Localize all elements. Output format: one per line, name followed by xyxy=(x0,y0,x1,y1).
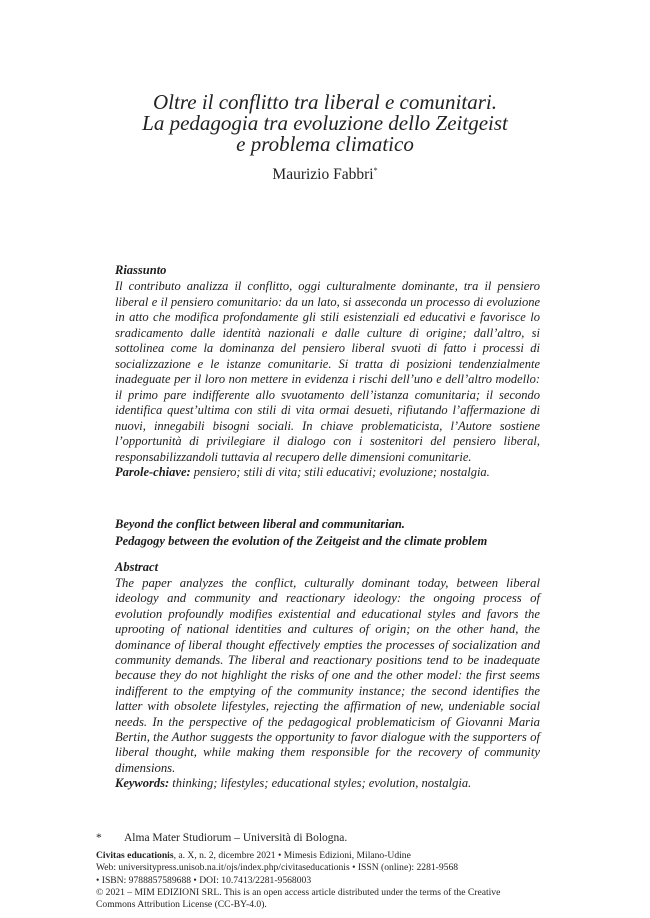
author-text: Maurizio Fabbri xyxy=(272,166,374,183)
footer-line-5: Commons Attribution License (CC-BY-4.0). xyxy=(96,899,267,911)
footer-line-4: © 2021 – MIM EDIZIONI SRL. This is an open access article distributed under the terms of the Creative xyxy=(96,886,501,898)
riassunto-text: Il contributo analizza il conflitto, oggi culturalmente dominante, tra il pensiero liberal e il pensiero comunitario: da un lato, si asseconda un processo di evoluzione in atto che modifica profondamente gli stili esistenziali ed educativi e favorisce lo sradicamento dalle identità nazionali e dalle culture di origine; dall’altro, si sottolinea come la dominanza del pensiero liberal svuoti di fatto i processi di socializzazione e le istanze comunitarie. Si tratta di posizioni tendenzialmente inadeguate per il loro non mettere in evidenza i rischi dell’uno e dell’altro modello: il primo pare indifferente allo svuotamento dell’istanza comunitaria; il secondo identifica quest’ultima con stili di vita ormai desueti, rifiutando l’affermazione di nuovi, innegabili bisogni sociali. In chiave problematicista, l’Autore sostiene l’opportunità di privilegiare il dialogo con i sostenitori del pensiero liberal, responsabilizzandoli tuttavia al recupero delle dimensioni comunitarie. xyxy=(115,279,540,464)
footer-issue-info: , a. X, n. 2, dicembre 2021 • Mimesis Edizioni, Milano-Udine xyxy=(173,850,411,861)
author-footnote-mark: * xyxy=(373,165,378,175)
riassunto-section xyxy=(115,262,540,481)
footer-line-3: • ISBN: 9788857589688 • DOI: 10.7413/2281-9568003 xyxy=(96,874,312,886)
footnote-text: Alma Mater Studiorum – Università di Bologna. xyxy=(124,832,348,844)
abstract-text: The paper analyzes the conflict, culturally dominant today, between liberal ideology and community and reactionary ideology: the ongoing process of evolution profoundly modifies existential and educational styles and favors the uprooting of national identities and cultures of origin; on the other hand, the dominance of liberal thought effectively empties the processes of socialization and community demands. The liberal and reactionary positions tend to be inadequate because they do not highlight the risks of one and the other model: the first seems indifferent to the emptying of the community instance; the second identifies the latter with obsolete lifestyles, rejecting the affirmation of new, undeniable social needs. In the perspective of the pedagogical problematicism of Giovanni Maria Bertin, the Author suggests the opportunity to favor dialogue with the supporters of liberal thought, while making them responsible for the recovery of community dimensions. xyxy=(115,576,540,775)
author-name xyxy=(0,166,650,184)
footer-line-2: Web: universitypress.unisob.na.it/ojs/index.php/civitaseducationis • ISSN (online): 2281-9568 xyxy=(96,862,459,874)
english-title-line-2: Pedagogy between the evolution of the Zeitgeist and the climate problem xyxy=(115,534,488,548)
title-line-1: Oltre il conflitto tra liberal e comunitari. xyxy=(153,90,497,114)
abstract-keywords xyxy=(115,776,540,792)
footer-line-1 xyxy=(96,850,556,862)
affiliation-footnote xyxy=(96,832,347,844)
title-line-3: e problema climatico xyxy=(236,132,414,156)
article-title xyxy=(110,92,540,155)
english-title xyxy=(115,516,540,550)
abstract-keywords-label: Keywords: xyxy=(115,776,170,791)
footnote-mark: * xyxy=(96,832,102,844)
riassunto-keywords-label: Parole-chiave: xyxy=(115,465,191,479)
abstract-heading: Abstract xyxy=(115,560,159,574)
title-line-2: La pedagogia tra evoluzione dello Zeitgeist xyxy=(142,111,508,135)
abstract-section xyxy=(115,559,540,792)
riassunto-heading: Riassunto xyxy=(115,263,167,277)
publication-footer xyxy=(96,850,556,911)
journal-name: Civitas educationis xyxy=(96,850,174,861)
riassunto-keywords-list: pensiero; stili di vita; stili educativi; evoluzione; nostalgia. xyxy=(190,465,490,479)
english-title-line-1: Beyond the conflict between liberal and communitarian. xyxy=(115,517,405,531)
riassunto-keywords xyxy=(115,465,540,481)
abstract-keywords-list: thinking; lifestyles; educational styles; evolution, nostalgia. xyxy=(169,776,472,791)
